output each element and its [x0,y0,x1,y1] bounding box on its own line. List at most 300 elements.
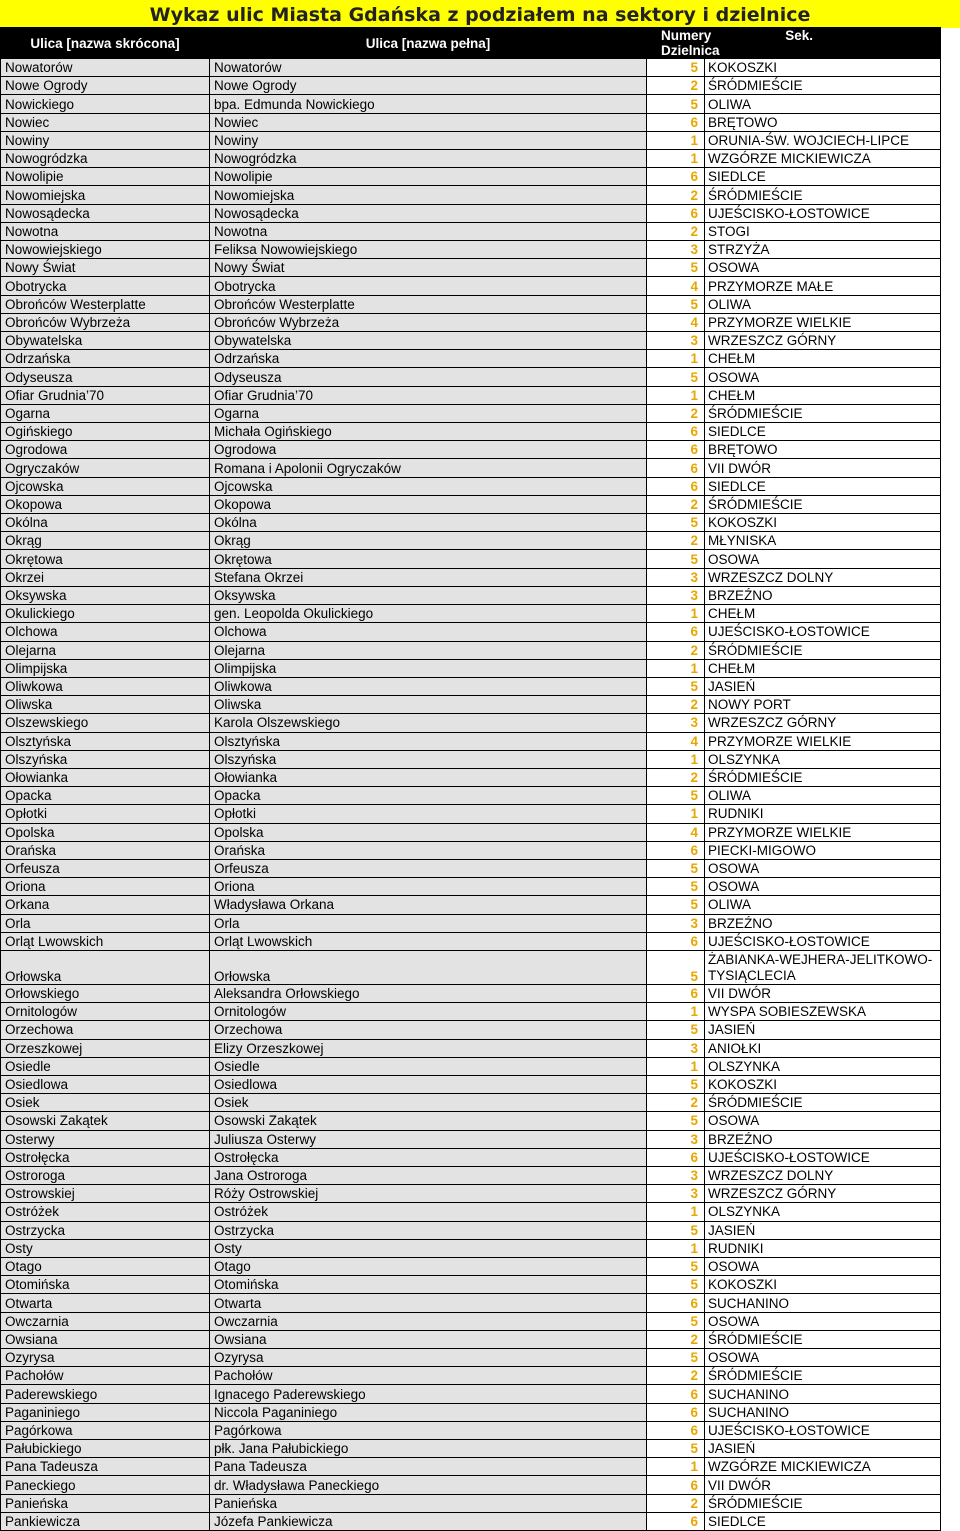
street-full-name: Obrońców Wybrzeża [210,313,647,331]
table-row [1,1512,941,1530]
district-name: ŚRÓDMIEŚCIE [705,77,941,95]
sector-number: 3 [647,586,705,604]
street-short-name: Nowowiejskiego [1,241,210,259]
sector-number: 1 [647,350,705,368]
district-name: WRZESZCZ GÓRNY [705,714,941,732]
street-full-name: Obywatelska [210,332,647,350]
sector-number: 5 [647,368,705,386]
street-full-name: płk. Jana Pałubickiego [210,1440,647,1458]
street-short-name: Okulickiego [1,605,210,623]
street-short-name: Olszewskiego [1,714,210,732]
street-short-name: Nowiny [1,131,210,149]
street-short-name: Orzechowa [1,1021,210,1039]
street-full-name: Obotrycka [210,277,647,295]
table-row [1,386,941,404]
table-row [1,1112,941,1130]
street-full-name: Stefana Okrzei [210,568,647,586]
sector-number: 5 [647,514,705,532]
street-full-name: Nowiny [210,131,647,149]
sector-number: 3 [647,568,705,586]
street-full-name: Michała Ogińskiego [210,423,647,441]
street-full-name: Ofiar Grudnia’70 [210,386,647,404]
district-name: WZGÓRZE MICKIEWICZA [705,150,941,168]
district-name: ŚRÓDMIEŚCIE [705,641,941,659]
street-short-name: Paganiniego [1,1403,210,1421]
district-name: SIEDLCE [705,168,941,186]
street-full-name: gen. Leopolda Okulickiego [210,605,647,623]
district-name: BRZEŹNO [705,914,941,932]
sector-number: 6 [647,984,705,1002]
district-name: OLIWA [705,95,941,113]
sector-number: 6 [647,623,705,641]
sector-number: 5 [647,1258,705,1276]
table-row [1,532,941,550]
district-name: MŁYNISKA [705,532,941,550]
street-short-name: Orląt Lwowskich [1,932,210,950]
district-name: SIEDLCE [705,477,941,495]
street-short-name: Pana Tadeusza [1,1458,210,1476]
table-row [1,131,941,149]
street-full-name: Nowy Świat [210,259,647,277]
street-full-name: Juliusza Osterwy [210,1130,647,1148]
district-name: SIEDLCE [705,1512,941,1530]
street-short-name: Nowy Świat [1,259,210,277]
sector-number: 1 [647,659,705,677]
sector-number: 1 [647,131,705,149]
table-row [1,787,941,805]
street-full-name: Aleksandra Orłowskiego [210,984,647,1002]
table-row [1,1476,941,1494]
table-row [1,222,941,240]
sector-number: 1 [647,1458,705,1476]
district-name: SUCHANINO [705,1294,941,1312]
street-full-name: Ołowianka [210,768,647,786]
header-sek: Sek. [785,28,814,43]
district-name: OSOWA [705,1312,941,1330]
district-name: SUCHANINO [705,1403,941,1421]
street-short-name: Obywatelska [1,332,210,350]
table-row [1,768,941,786]
street-full-name: Okrętowa [210,550,647,568]
header-short-name: Ulica [nazwa skrócona] [1,28,210,59]
sector-number: 1 [647,1003,705,1021]
street-short-name: Panieńska [1,1494,210,1512]
table-row [1,313,941,331]
table-row [1,1021,941,1039]
district-name: CHEŁM [705,386,941,404]
street-short-name: Orla [1,914,210,932]
street-short-name: Opolska [1,823,210,841]
header-numbers: Numery [661,28,712,43]
sector-number: 5 [647,1221,705,1239]
street-full-name: Opacka [210,787,647,805]
table-row [1,295,941,313]
table-row [1,241,941,259]
district-name: STOGI [705,222,941,240]
street-full-name: Otago [210,1258,647,1276]
street-full-name: Ostróżek [210,1203,647,1221]
sector-number: 6 [647,1476,705,1494]
street-full-name: Olimpijska [210,659,647,677]
district-name: UJEŚCISKO-ŁOSTOWICE [705,1421,941,1439]
sector-number: 5 [647,1349,705,1367]
district-name: ŚRÓDMIEŚCIE [705,1494,941,1512]
street-short-name: Ogryczaków [1,459,210,477]
sector-number: 2 [647,77,705,95]
table-row [1,1094,941,1112]
table-row [1,59,941,77]
street-short-name: Pałubickiego [1,1440,210,1458]
sector-number: 5 [647,1021,705,1039]
street-short-name: Nowogródzka [1,150,210,168]
street-full-name: Karola Olszewskiego [210,714,647,732]
table-row [1,423,941,441]
street-full-name: Ostrzycka [210,1221,647,1239]
street-short-name: Ornitologów [1,1003,210,1021]
sector-number: 4 [647,313,705,331]
street-full-name: Nowomiejska [210,186,647,204]
district-name: OSOWA [705,878,941,896]
district-name: CHEŁM [705,350,941,368]
district-name: BRĘTOWO [705,113,941,131]
table-row [1,95,941,113]
district-name: VII DWÓR [705,1476,941,1494]
district-name: CHEŁM [705,659,941,677]
table-row [1,113,941,131]
table-row [1,495,941,513]
sector-number: 5 [647,550,705,568]
street-short-name: Ogińskiego [1,423,210,441]
table-row [1,477,941,495]
table-row [1,586,941,604]
district-name: SUCHANINO [705,1385,941,1403]
district-name: UJEŚCISKO-ŁOSTOWICE [705,204,941,222]
sector-number: 6 [647,204,705,222]
sector-number: 2 [647,495,705,513]
street-full-name: Odyseusza [210,368,647,386]
table-row [1,950,941,984]
table-row [1,823,941,841]
street-full-name: Orańska [210,841,647,859]
table-row [1,1440,941,1458]
sector-number: 2 [647,1330,705,1348]
table-row [1,350,941,368]
street-full-name: Okrąg [210,532,647,550]
street-short-name: Paderewskiego [1,1385,210,1403]
street-full-name: Okólna [210,514,647,532]
table-row [1,459,941,477]
table-row [1,550,941,568]
table-row [1,932,941,950]
street-full-name: Róży Ostrowskiej [210,1185,647,1203]
sector-number: 1 [647,605,705,623]
street-full-name: Władysława Orkana [210,896,647,914]
street-full-name: Okopowa [210,495,647,513]
street-short-name: Olszyńska [1,750,210,768]
street-short-name: Okólna [1,514,210,532]
street-short-name: Nowomiejska [1,186,210,204]
sector-number: 1 [647,150,705,168]
street-short-name: Olchowa [1,623,210,641]
district-name: BRĘTOWO [705,441,941,459]
district-name: BRZEŹNO [705,1130,941,1148]
street-short-name: Otwarta [1,1294,210,1312]
street-full-name: Opłotki [210,805,647,823]
sector-number: 1 [647,750,705,768]
street-short-name: Odyseusza [1,368,210,386]
street-full-name: Olsztyńska [210,732,647,750]
street-short-name: Olejarna [1,641,210,659]
street-short-name: Ogrodowa [1,441,210,459]
header-row [1,28,941,59]
street-short-name: Osiek [1,1094,210,1112]
street-short-name: Orfeusza [1,859,210,877]
sector-number: 5 [647,896,705,914]
header-sector [647,28,941,59]
district-name: KOKOSZKI [705,514,941,532]
table-row [1,150,941,168]
table-row [1,1148,941,1166]
district-name: ŚRÓDMIEŚCIE [705,1330,941,1348]
sector-number: 4 [647,277,705,295]
street-short-name: Oksywska [1,586,210,604]
district-name: WRZESZCZ GÓRNY [705,332,941,350]
table-row [1,1130,941,1148]
table-row [1,1258,941,1276]
sector-number: 3 [647,914,705,932]
sector-number: 5 [647,95,705,113]
district-name: SIEDLCE [705,423,941,441]
table-row [1,204,941,222]
district-name: WZGÓRZE MICKIEWICZA [705,1458,941,1476]
district-name: RUDNIKI [705,1239,941,1257]
header-full-name: Ulica [nazwa pełna] [210,28,647,59]
street-full-name: Józefa Pankiewicza [210,1512,647,1530]
sector-number: 1 [647,1239,705,1257]
district-name: ŻABIANKA-WEJHERA-JELITKOWO-TYSIĄCLECIA [705,950,941,984]
table-row [1,605,941,623]
street-short-name: Okrzei [1,568,210,586]
table-row [1,805,941,823]
street-full-name: Elizy Orzeszkowej [210,1039,647,1057]
sector-number: 6 [647,1403,705,1421]
street-full-name: Nowotna [210,222,647,240]
district-name: JASIEŃ [705,1440,941,1458]
sector-number: 6 [647,841,705,859]
sector-number: 5 [647,950,705,984]
district-name: OSOWA [705,1112,941,1130]
street-full-name: Oriona [210,878,647,896]
street-full-name: Pagórkowa [210,1421,647,1439]
sector-number: 5 [647,677,705,695]
street-short-name: Pankiewicza [1,1512,210,1530]
table-row [1,368,941,386]
street-short-name: Ostrołęcka [1,1148,210,1166]
table-row [1,1203,941,1221]
street-short-name: Owczarnia [1,1312,210,1330]
street-short-name: Obrońców Westerplatte [1,295,210,313]
district-name: ŚRÓDMIEŚCIE [705,768,941,786]
street-full-name: Otwarta [210,1294,647,1312]
sector-number: 6 [647,932,705,950]
table-row [1,1003,941,1021]
table-row [1,1221,941,1239]
district-name: OLIWA [705,787,941,805]
district-name: PRZYMORZE WIELKIE [705,823,941,841]
street-short-name: Osiedle [1,1057,210,1075]
street-short-name: Osowski Zakątek [1,1112,210,1130]
sector-number: 1 [647,1203,705,1221]
sector-number: 2 [647,1367,705,1385]
street-short-name: Ogarna [1,404,210,422]
district-name: VII DWÓR [705,459,941,477]
street-full-name: Ogarna [210,404,647,422]
sector-number: 1 [647,1057,705,1075]
table-row [1,1458,941,1476]
table-row [1,259,941,277]
sector-number: 3 [647,241,705,259]
district-name: NOWY PORT [705,696,941,714]
street-short-name: Nowolipie [1,168,210,186]
street-short-name: Nowiec [1,113,210,131]
sector-number: 6 [647,459,705,477]
street-short-name: Okrętowa [1,550,210,568]
district-name: PRZYMORZE MAŁE [705,277,941,295]
street-short-name: Osterwy [1,1130,210,1148]
street-short-name: Olsztyńska [1,732,210,750]
district-name: JASIEŃ [705,1021,941,1039]
street-short-name: Opłotki [1,805,210,823]
district-name: PRZYMORZE WIELKIE [705,313,941,331]
sector-number: 3 [647,332,705,350]
street-full-name: Jana Ostroroga [210,1166,647,1184]
street-full-name: Romana i Apolonii Ogryczaków [210,459,647,477]
district-name: CHEŁM [705,605,941,623]
district-name: OLSZYNKA [705,1203,941,1221]
street-short-name: Okopowa [1,495,210,513]
table-row [1,1385,941,1403]
table-row [1,332,941,350]
street-full-name: Panieńska [210,1494,647,1512]
street-full-name: Feliksa Nowowiejskiego [210,241,647,259]
table-row [1,1239,941,1257]
street-full-name: Pana Tadeusza [210,1458,647,1476]
district-name: OLIWA [705,896,941,914]
street-full-name: Nowogródzka [210,150,647,168]
sector-number: 5 [647,259,705,277]
street-short-name: Orańska [1,841,210,859]
table-row [1,732,941,750]
district-name: UJEŚCISKO-ŁOSTOWICE [705,623,941,641]
street-full-name: Orfeusza [210,859,647,877]
table-row [1,568,941,586]
district-name: KOKOSZKI [705,1276,941,1294]
street-short-name: Osty [1,1239,210,1257]
district-name: BRZEŹNO [705,586,941,604]
sector-number: 6 [647,1512,705,1530]
street-full-name: Ogrodowa [210,441,647,459]
street-short-name: Ozyrysa [1,1349,210,1367]
district-name: VII DWÓR [705,984,941,1002]
street-short-name: Orzeszkowej [1,1039,210,1057]
street-short-name: Osiedlowa [1,1075,210,1093]
table-row [1,1494,941,1512]
district-name: WRZESZCZ GÓRNY [705,1185,941,1203]
street-full-name: Orzechowa [210,1021,647,1039]
street-short-name: Orłowskiego [1,984,210,1002]
table-row [1,1075,941,1093]
district-name: UJEŚCISKO-ŁOSTOWICE [705,932,941,950]
table-row [1,1276,941,1294]
street-short-name: Obrońców Wybrzeża [1,313,210,331]
street-full-name: Orląt Lwowskich [210,932,647,950]
district-name: OSOWA [705,1349,941,1367]
sector-number: 5 [647,878,705,896]
street-full-name: Osty [210,1239,647,1257]
district-name: OSOWA [705,550,941,568]
sector-number: 2 [647,696,705,714]
sector-number: 2 [647,532,705,550]
district-name: PIECKI-MIGOWO [705,841,941,859]
district-name: JASIEŃ [705,677,941,695]
table-row [1,984,941,1002]
street-full-name: bpa. Edmunda Nowickiego [210,95,647,113]
sector-number: 6 [647,441,705,459]
document-title: Wykaz ulic Miasta Gdańska z podziałem na sektory i dzielnice [0,0,960,28]
table-row [1,623,941,641]
street-full-name: Olszyńska [210,750,647,768]
sector-number: 1 [647,386,705,404]
sector-number: 3 [647,1039,705,1057]
table-row [1,1421,941,1439]
table-row [1,841,941,859]
district-name: OSOWA [705,1258,941,1276]
street-short-name: Pachołów [1,1367,210,1385]
street-full-name: Niccola Paganiniego [210,1403,647,1421]
district-name: UJEŚCISKO-ŁOSTOWICE [705,1148,941,1166]
district-name: ANIOŁKI [705,1039,941,1057]
street-full-name: dr. Władysława Paneckiego [210,1476,647,1494]
table-row [1,1294,941,1312]
table-row [1,1312,941,1330]
table-row [1,750,941,768]
street-full-name: Nowiec [210,113,647,131]
table-row [1,441,941,459]
sector-number: 6 [647,477,705,495]
district-name: OSOWA [705,859,941,877]
table-row [1,677,941,695]
street-short-name: Paneckiego [1,1476,210,1494]
street-short-name: Otomińska [1,1276,210,1294]
sector-number: 4 [647,732,705,750]
table-row [1,641,941,659]
street-full-name: Pachołów [210,1367,647,1385]
district-name: ŚRÓDMIEŚCIE [705,1367,941,1385]
street-full-name: Ozyrysa [210,1349,647,1367]
sector-number: 6 [647,1385,705,1403]
street-full-name: Ignacego Paderewskiego [210,1385,647,1403]
district-name: ŚRÓDMIEŚCIE [705,495,941,513]
district-name: OLIWA [705,295,941,313]
street-full-name: Ostrołęcka [210,1148,647,1166]
street-full-name: Nowolipie [210,168,647,186]
street-full-name: Owsiana [210,1330,647,1348]
sector-number: 5 [647,1440,705,1458]
sector-number: 3 [647,1185,705,1203]
street-short-name: Odrzańska [1,350,210,368]
sector-number: 5 [647,859,705,877]
table-row [1,1057,941,1075]
